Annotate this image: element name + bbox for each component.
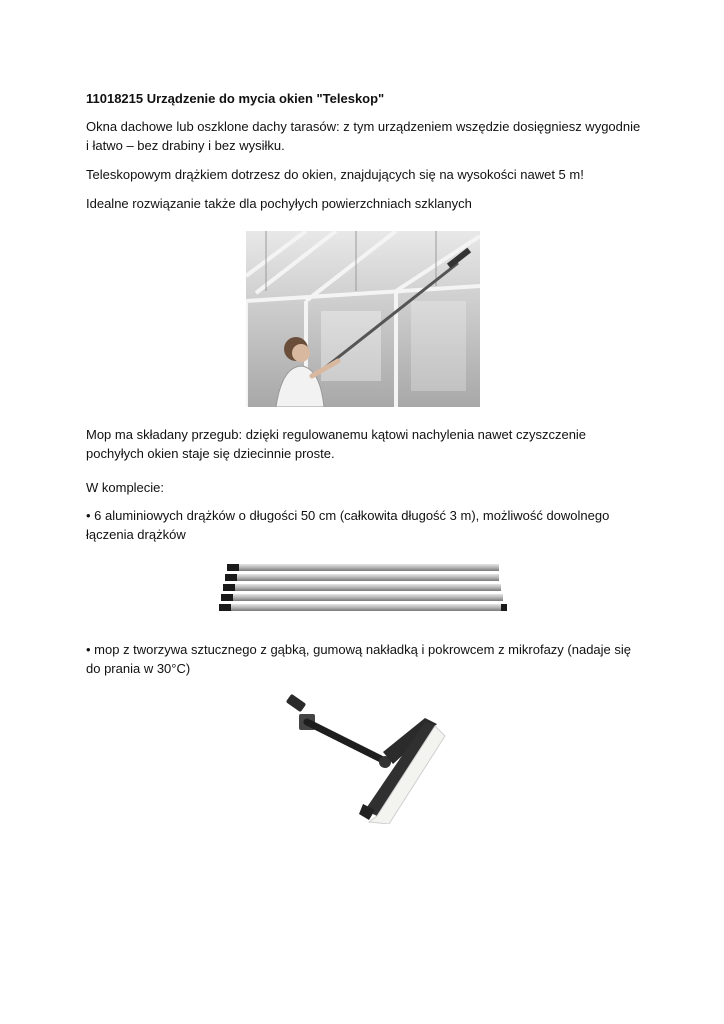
bullet-poles: • 6 aluminiowych drążków o długości 50 cm (całkowita długość 3 m), możliwość dowolnego łączenia drążków (86, 508, 610, 542)
aluminium-poles-photo (219, 560, 509, 620)
paragraph-reach: Teleskopowym drążkiem dotrzesz do okien, znajdujących się na wysokości nawet 5 m! (86, 167, 584, 182)
document-title: 11018215 Urządzenie do mycia okien "Teleskop" (86, 91, 385, 106)
paragraph-kit: W komplecie: (86, 480, 165, 495)
greenhouse-cleaning-photo (246, 231, 480, 407)
window-mop-photo (285, 692, 447, 824)
paragraph-hinge: Mop ma składany przegub: dzięki regulowanemu kątowi nachylenia nawet czyszczenie pochyłych okien staje się dziecinnie proste. (86, 427, 587, 461)
bullet-mop: • mop z tworzywa sztucznego z gąbką, gumową nakładką i pokrowcem z mikrofazy (nadaje się do prania w 30°C) (86, 642, 632, 676)
paragraph-intro: Okna dachowe lub oszklone dachy tarasów: z tym urządzeniem wszędzie dosięgniesz wygodnie i łatwo – bez drabiny i bez wysiłku. (86, 119, 641, 153)
paragraph-sloped: Idealne rozwiązanie także dla pochyłych powierzchniach szklanych (86, 196, 472, 211)
